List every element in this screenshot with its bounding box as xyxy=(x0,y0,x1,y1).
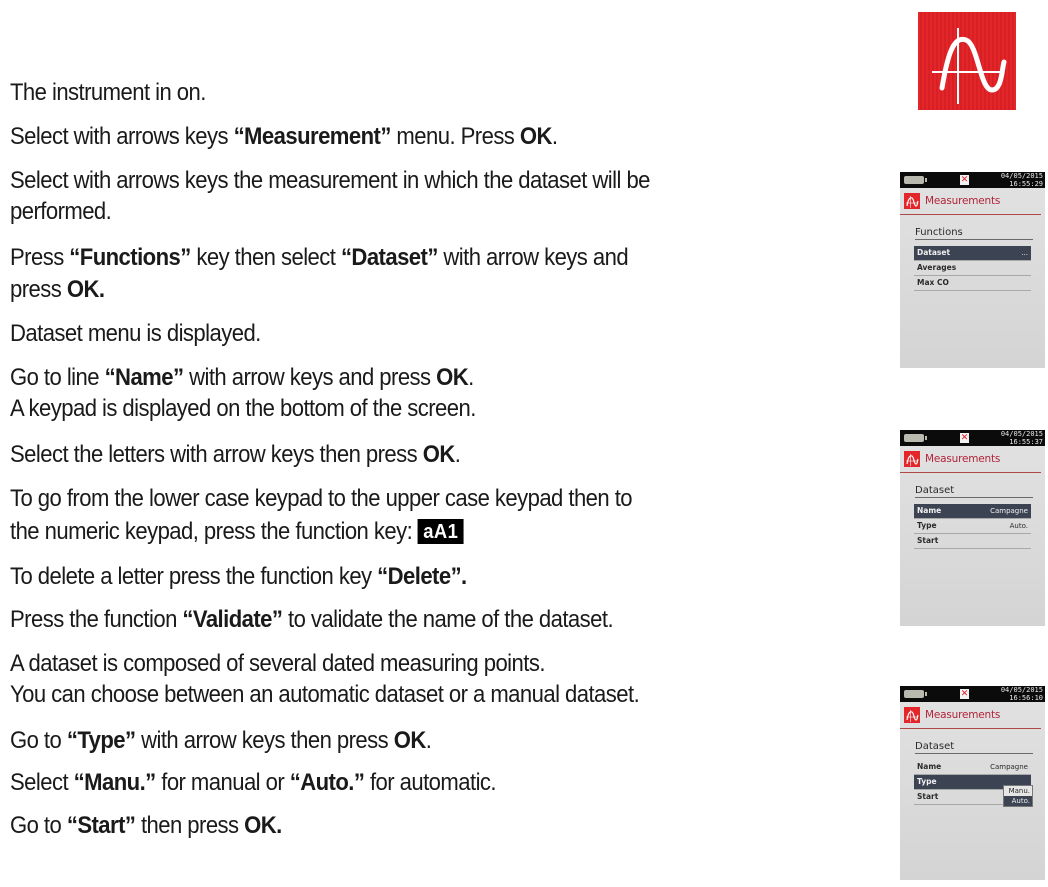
device-date: 04/05/2015 xyxy=(1000,430,1043,438)
instruction-line xyxy=(10,122,558,151)
emphasis-text: OK xyxy=(519,123,552,150)
battery-icon xyxy=(904,434,924,442)
device-header xyxy=(900,188,1041,215)
sine-wave-icon xyxy=(904,193,920,209)
instruction-line xyxy=(10,440,460,469)
type-dropdown[interactable] xyxy=(1003,785,1033,807)
instruction-line xyxy=(10,726,431,755)
instruction-text: Go to line xyxy=(10,364,105,391)
emphasis-text: OK xyxy=(436,364,469,391)
row-label: Max CO xyxy=(917,278,949,287)
device-header xyxy=(900,446,1041,473)
device-time: 16:55:29 xyxy=(1009,179,1043,188)
instruction-line xyxy=(10,243,628,272)
dropdown-option[interactable]: Auto. xyxy=(1004,796,1032,806)
instruction-line xyxy=(10,197,111,226)
instruction-text: Dataset menu is displayed. xyxy=(10,320,261,347)
instruction-line xyxy=(10,649,545,678)
sine-wave-icon xyxy=(918,12,1016,110)
device-menu-row[interactable] xyxy=(914,760,1031,775)
device-date: 04/05/2015 xyxy=(1000,172,1043,180)
device-menu-row[interactable] xyxy=(914,519,1031,534)
emphasis-text: “Measurement” xyxy=(233,123,391,150)
emphasis-text: “Name” xyxy=(104,364,184,391)
instruction-text: key then select xyxy=(190,244,341,271)
instruction-text: for automatic. xyxy=(364,769,497,796)
device-title: Measurements xyxy=(925,709,1001,721)
instruction-text: Press the function xyxy=(10,606,183,633)
instruction-text: then press xyxy=(135,812,245,839)
emphasis-text: “Validate” xyxy=(182,606,283,633)
brand-logo xyxy=(918,12,1016,110)
battery-icon xyxy=(904,176,924,184)
instruction-text: Select the letters with arrow keys then press xyxy=(10,441,423,468)
instruction-line xyxy=(10,484,632,513)
device-time: 16:56:10 xyxy=(1009,693,1043,702)
emphasis-text: OK. xyxy=(66,276,105,303)
battery-icon xyxy=(904,690,924,698)
instruction-line xyxy=(10,363,474,392)
device-section-title: Dataset xyxy=(915,485,1033,498)
instruction-line xyxy=(10,319,261,348)
emphasis-text: “Functions” xyxy=(69,244,191,271)
instruction-text: Go to xyxy=(10,812,67,839)
dropdown-option[interactable]: Manu. xyxy=(1008,787,1030,795)
device-date: 04/05/2015 xyxy=(1000,686,1043,694)
instruction-text: Go to xyxy=(10,727,67,754)
device-time: 16:55:37 xyxy=(1009,437,1043,446)
instruction-text: . xyxy=(454,441,461,468)
instruction-line xyxy=(10,562,467,591)
instruction-line xyxy=(10,680,639,709)
emphasis-text: “Dataset” xyxy=(340,244,438,271)
emphasis-text: OK. xyxy=(244,812,282,839)
device-status-bar xyxy=(900,686,1045,702)
close-icon: ✕ xyxy=(960,689,969,699)
device-section-title: Dataset xyxy=(915,741,1033,754)
close-icon: ✕ xyxy=(960,175,969,185)
row-label: Averages xyxy=(917,263,957,272)
row-value: Campagne xyxy=(990,507,1028,515)
instruction-text: . xyxy=(468,364,474,391)
function-key-chip: aA1 xyxy=(418,519,464,544)
instruction-text: Select with arrows keys xyxy=(10,123,234,150)
instruction-line xyxy=(10,394,476,423)
emphasis-text: “Auto.” xyxy=(289,769,365,796)
sine-wave-icon xyxy=(904,707,920,723)
row-value: Campagne xyxy=(990,763,1028,771)
device-datetime xyxy=(1001,687,1043,702)
device-menu-row[interactable] xyxy=(914,276,1031,291)
row-label: Start xyxy=(917,536,939,545)
instruction-text: with arrow keys and xyxy=(437,244,629,271)
row-label: Type xyxy=(917,777,937,786)
device-menu-row[interactable] xyxy=(914,534,1031,549)
instruction-text: To delete a letter press the function key xyxy=(10,563,378,590)
instruction-text: Select with arrows keys the measurement in which the dataset will be xyxy=(10,167,650,194)
instruction-line xyxy=(10,275,104,304)
emphasis-text: OK xyxy=(393,727,426,754)
instruction-text: for manual or xyxy=(155,769,290,796)
sine-wave-icon xyxy=(904,451,920,467)
instruction-text: performed. xyxy=(10,198,112,225)
row-label: Name xyxy=(917,506,942,515)
device-title: Measurements xyxy=(925,195,1001,207)
device-menu-row[interactable] xyxy=(914,246,1031,261)
device-status-bar xyxy=(900,430,1045,446)
device-screenshot xyxy=(900,430,1045,626)
instruction-text: . xyxy=(425,727,432,754)
device-title: Measurements xyxy=(925,453,1001,465)
close-icon: ✕ xyxy=(960,433,969,443)
instruction-line xyxy=(10,166,650,195)
instruction-text: Press xyxy=(10,244,70,271)
device-section-title: Functions xyxy=(915,227,1033,240)
instruction-text: . xyxy=(551,123,558,150)
emphasis-text: OK xyxy=(422,441,455,468)
row-label: Name xyxy=(917,762,942,771)
instruction-text: the numeric keypad, press the function key: xyxy=(10,518,413,545)
instruction-line xyxy=(10,605,613,634)
instruction-text: The instrument in on. xyxy=(10,79,206,106)
instruction-text: Select xyxy=(10,769,74,796)
row-value: ... xyxy=(1021,249,1028,257)
instruction-text: with arrow keys then press xyxy=(135,727,394,754)
instruction-text: press xyxy=(10,276,67,303)
device-menu-row[interactable] xyxy=(914,261,1031,276)
instruction-text: You can choose between an automatic dataset or a manual dataset. xyxy=(10,681,640,708)
device-menu-row[interactable] xyxy=(914,504,1031,519)
instruction-text: with arrow keys and press xyxy=(183,364,437,391)
row-label: Start xyxy=(917,792,939,801)
row-label: Dataset xyxy=(917,248,951,257)
device-screenshot xyxy=(900,172,1045,368)
device-menu-list xyxy=(914,246,1031,291)
instruction-line xyxy=(10,517,464,546)
row-value: Auto. xyxy=(1009,522,1028,530)
instruction-line xyxy=(10,811,282,840)
emphasis-text: “Start” xyxy=(66,812,136,839)
emphasis-text: “Manu.” xyxy=(73,769,156,796)
device-menu-list xyxy=(914,504,1031,549)
instruction-text: menu. Press xyxy=(390,123,520,150)
instruction-line xyxy=(10,768,496,797)
instruction-line xyxy=(10,78,206,107)
device-datetime xyxy=(1001,431,1043,446)
device-menu-list xyxy=(914,760,1031,805)
device-header xyxy=(900,702,1041,729)
device-screenshot xyxy=(900,686,1045,880)
instruction-text: A keypad is displayed on the bottom of the screen. xyxy=(10,395,476,422)
emphasis-text: “Delete”. xyxy=(377,563,467,590)
row-label: Type xyxy=(917,521,937,530)
device-datetime xyxy=(1001,173,1043,188)
instruction-text: To go from the lower case keypad to the upper case keypad then to xyxy=(10,485,633,512)
instruction-text: A dataset is composed of several dated measuring points. xyxy=(10,650,545,677)
instruction-text: to validate the name of the dataset. xyxy=(282,606,614,633)
emphasis-text: “Type” xyxy=(66,727,136,754)
device-status-bar xyxy=(900,172,1045,188)
